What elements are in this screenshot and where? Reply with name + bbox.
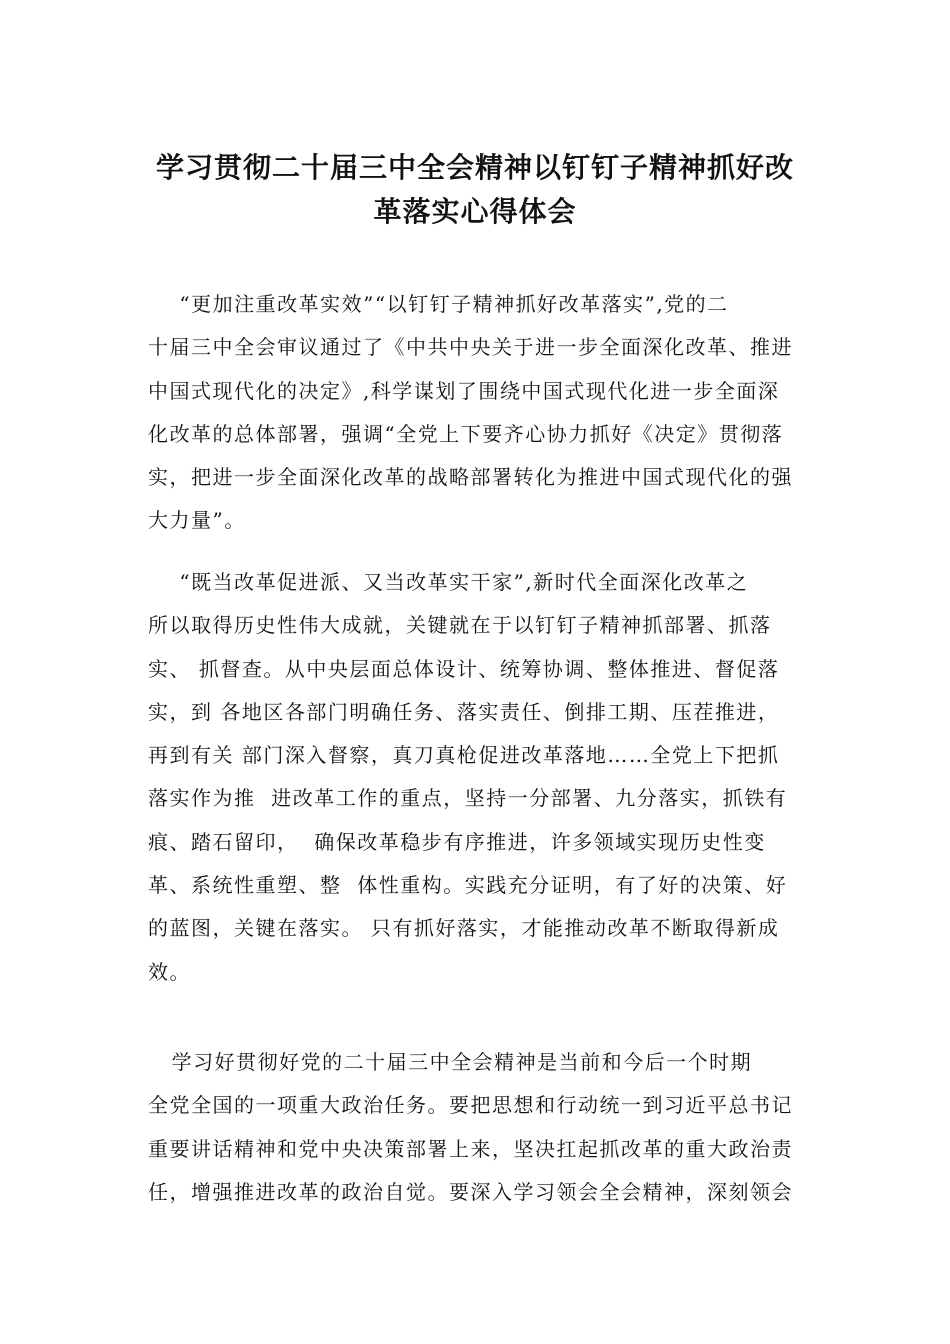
paragraph-3 bbox=[148, 1041, 816, 1214]
text-line: 实，到 各地区各部门明确任务、落实责任、倒排工期、压茬推进， bbox=[148, 699, 780, 724]
text-line: 革、系统性重塑、整 体性重构。实践充分证明，有了好的决策、好 bbox=[148, 873, 788, 898]
text-line: 十届三中全会审议通过了《中共中央关于进一步全面深化改革、推进 bbox=[148, 335, 793, 360]
title-line: 革落实心得体会 bbox=[373, 195, 577, 228]
text-line: 学习好贯彻好党的二十届三中全会精神是当前和今后一个时期 bbox=[148, 1050, 753, 1074]
text-line: 化改革的总体部署，强调“全党上下要齐心协力抓好《决定》贯彻落 bbox=[148, 421, 784, 446]
text-line: 再到有关 部门深入督察，真刀真枪促进改革落地……全党上下把抓 bbox=[148, 743, 780, 768]
text-line: 所以取得历史性伟大成就，关键就在于以钉钉子精神抓部署、抓落 bbox=[148, 613, 772, 638]
text-line: 中国式现代化的决定》,科学谋划了围绕中国式现代化进一步全面深 bbox=[148, 378, 780, 403]
text-line: 重要讲话精神和党中央决策部署上来，坚决扛起抓改革的重大政治责 bbox=[148, 1136, 793, 1161]
text-line: 任，增强推进改革的政治自觉。要深入学习领会全会精神，深刻领会 bbox=[148, 1179, 793, 1204]
document-title bbox=[120, 146, 830, 234]
paragraph-1 bbox=[148, 283, 816, 543]
title-line: 学习贯彻二十届三中全会精神以钉钉子精神抓好改 bbox=[155, 151, 794, 184]
text-line: 实、 抓督查。从中央层面总体设计、统筹协调、整体推进、督促落 bbox=[148, 656, 780, 681]
text-line: 落实作为推 进改革工作的重点，坚持一分部署、九分落实，抓铁有 bbox=[148, 786, 788, 811]
text-line: “既当改革促进派、又当改革实干家”,新时代全面深化改革之 bbox=[148, 570, 749, 594]
paragraph-2 bbox=[148, 561, 816, 994]
text-line: 大力量”。 bbox=[148, 508, 246, 533]
text-line: “更加注重改革实效”“以钉钉子精神抓好改革落实”,党的二 bbox=[148, 292, 729, 316]
text-line: 的蓝图，关键在落实。 只有抓好落实，才能推动改革不断取得新成 bbox=[148, 916, 780, 941]
text-line: 实，把进一步全面深化改革的战略部署转化为推进中国式现代化的强 bbox=[148, 465, 793, 490]
text-line: 全党全国的一项重大政治任务。要把思想和行动统一到习近平总书记 bbox=[148, 1093, 793, 1118]
text-line: 效。 bbox=[148, 959, 191, 984]
text-line: 痕、踏石留印， 确保改革稳步有序推进，许多领域实现历史性变 bbox=[148, 829, 766, 854]
